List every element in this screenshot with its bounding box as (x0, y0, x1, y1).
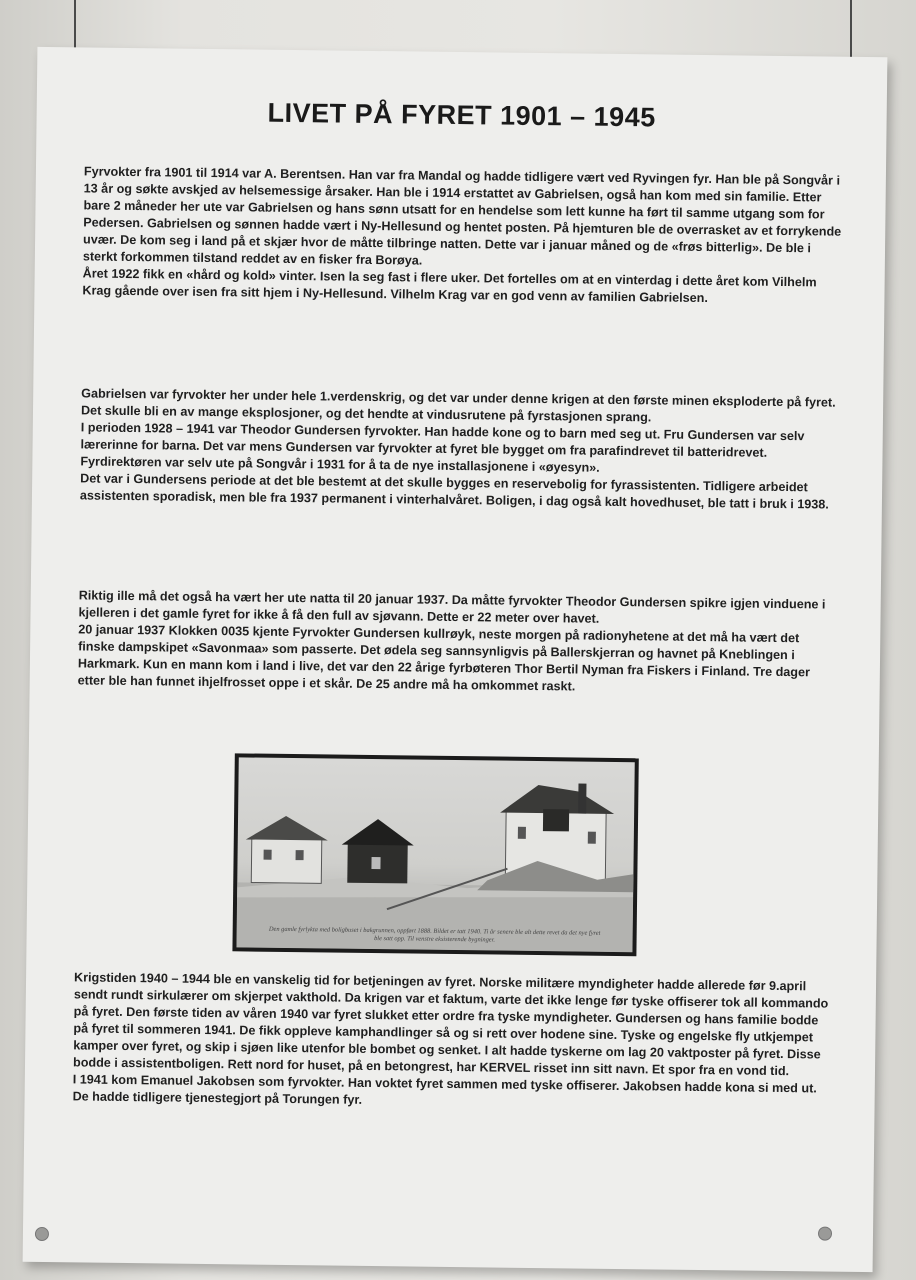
paragraph: Fyrvokter fra 1901 til 1914 var A. Berentsen. Han var fra Mandal og hadde tidligere vært ved Ryvingen fyr. Han ble på Songvår i 13 år og søkte avskjed av helsemessige årsaker. Han ble i 1914 erstattet av Gabrielsen, også han kom med sin familie. Etter bare 2 måneder her ute var Gabrielsen og hans sønn utsatt for en hendelse som lett kunne ha ført til samme utgang som for Pedersen. Gabrielsen og sønnen hadde vært i Ny-Hellesund og hentet posten. På hjemturen ble de overrasket av et forrykende uvær. De kom seg i land på et skjær hvor de måtte tilbringe natten. Dette var i januar måned og de «frøs bitterlig». De ble i sterkt forkommen tilstand reddet av en fisker fra Borøya. (82, 164, 842, 268)
text-section-4 (73, 969, 835, 1114)
paragraph: Året 1922 fikk en «hård og kold» vinter. Isen la seg fast i flere uker. Det fortelles om at en vinterdag i dette året kom Vilhelm Krag gående over isen fra sitt hjem i Ny-Hellesund. Vilhelm Krag var en god venn av familien Gabrielsen. (82, 266, 817, 306)
text-section-2 (80, 385, 841, 513)
historic-photo (232, 753, 638, 956)
screw-bottom-left (35, 1227, 49, 1241)
screw-bottom-right (818, 1226, 832, 1240)
paragraph: I 1941 kom Emanuel Jakobsen som fyrvokter. Han voktet fyret sammen med tyske offiserer. Jakobsen hadde kona si med ut. De hadde tidligere tjenestegjort på Torungen fyr. (72, 1072, 817, 1107)
paragraph: I perioden 1928 – 1941 var Theodor Gundersen fyrvokter. Han hadde kone og to barn med seg ut. Fru Gundersen var selv lærerinne for barna. Det var mens Gundersen var fyrvokter at fyret ble bygget om fra parafindrevet til batteridrevet. Fyrdirektøren var selv ute på Songvår i 1931 for å ta de nye installasjonene i «øyesyn». (80, 420, 805, 475)
lighthouse-illustration (236, 757, 634, 952)
info-board (23, 47, 888, 1272)
paragraph: Riktig ille må det også ha vært her ute natta til 20 januar 1937. Da måtte fyrvokter Theodor Gundersen spikre igjen vinduene i kjelleren i det gamle fyret for ikke å få den full av sjøvann. Dette er 22 meter over havet. (78, 588, 826, 626)
paragraph: Det var i Gundersens periode at det ble bestemt at det skulle bygges en reservebolig for fyrassistenten. Tidligere arbeidet assistenten sporadisk, men ble fra 1937 permanent i vinterhalvåret. Boligen, i dag også kalt hovedhuset, ble tatt i bruk i 1938. (79, 471, 829, 512)
photo-lighthouse-houses (236, 757, 634, 952)
paragraph: Krigstiden 1940 – 1944 ble en vanskelig tid for betjeningen av fyret. Norske militære myndigheter hadde allerede før 9.april sendt rundt sirkulærer om skjerpet vakthold. Da krigen var et faktum, varte det ikke lenge før tyske offiserer tok all kommando på fyret. Den første tiden av våren 1940 var fyret slukket etter ordre fra tyske myndigheter. Gundersen og hans familie bodde på fyret til sommeren 1941. De fikk oppleve kamphandlinger så og si rett over hodene sine. Tyske og engelske fly utkjempet kamper over fyret, og skip i sjøen like utenfor ble bombet og senket. I alt hadde tyskerne om lag 20 vaktposter på fyret. Disse bodde i assistentboligen. Rett nord for huset, på en betongrest, har KERVEL risset inn sitt navn. Et spor fra en vond tid. (72, 970, 829, 1079)
board-title: LIVET PÅ FYRET 1901 – 1945 (267, 97, 656, 133)
photo-caption: Den gamle fyrlykta med boligbuset i bakgrunnen, oppført 1888. Bildet er tatt 1940. Ti år senere ble alt dette revet da det nye fyret ble satt opp. Til venstre eksisterende bygninger. (268, 925, 601, 944)
paragraph: 20 januar 1937 Klokken 0035 kjente Fyrvokter Gundersen kullrøyk, neste morgen på radionyhetene at det må ha vært det finske dampskipet «Savonmaa» som passerte. Det ødela seg sannsynligvis på Ballerskjerran og havnet på Kneblingen i Harkmark. Kun en mann kom i land i live, det var den 22 årige fyrbøteren Thor Bertil Nyman fra Fiskers i Finland. Tre dager etter ble han funnet ihjelfrosset oppe i et skår. De 25 andre må ha omkommet raskt. (77, 622, 811, 694)
paragraph: Gabrielsen var fyrvokter her under hele 1.verdenskrig, og det var under denne krigen at den første minen eksploderte på fyret. Det skulle bli en av mange eksplosjoner, og det hendte at vindusrutene på fyrstasjonen sprang. (80, 386, 836, 425)
text-section-1 (82, 163, 844, 308)
text-section-3 (78, 587, 839, 698)
